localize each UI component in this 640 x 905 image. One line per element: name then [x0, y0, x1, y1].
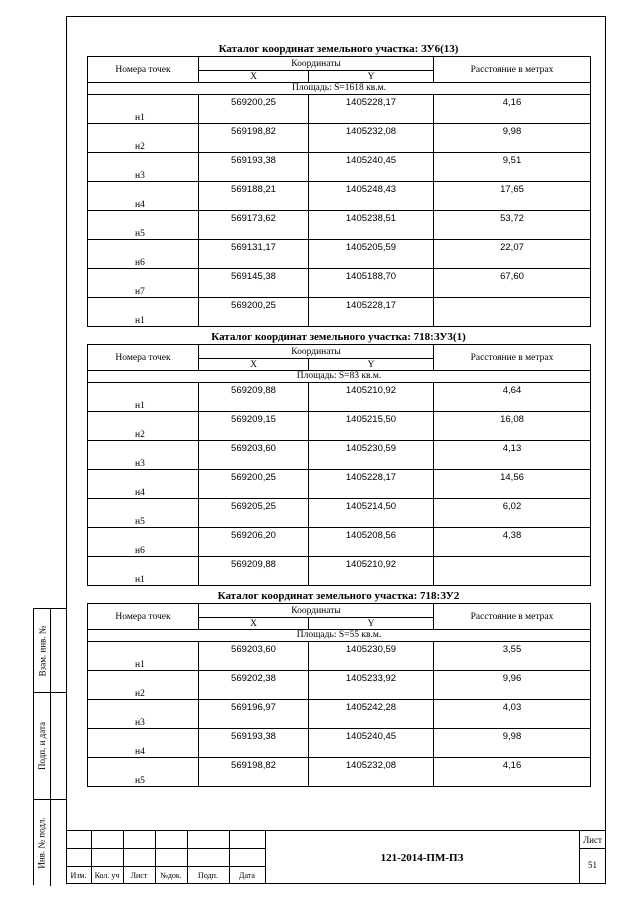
coord-x: 569196,97 [199, 700, 309, 729]
distance: 9,96 [434, 671, 591, 700]
coord-x: 569200,25 [199, 298, 309, 327]
header-points: Номера точек [88, 604, 199, 630]
coord-y: 1405230,59 [309, 441, 434, 470]
point-name: н4 [88, 182, 199, 211]
coord-x: 569206,20 [199, 528, 309, 557]
header-points: Номера точек [88, 57, 199, 83]
catalog-2 [87, 330, 590, 586]
coord-y: 1405248,43 [309, 182, 434, 211]
coord-y: 1405188,70 [309, 269, 434, 298]
coord-x: 569131,17 [199, 240, 309, 269]
distance: 17,65 [434, 182, 591, 211]
header-coords: Координаты [199, 604, 434, 618]
point-name: н3 [88, 700, 199, 729]
table-row [88, 240, 591, 269]
sheet-number: 51 [588, 860, 597, 870]
point-name: н4 [88, 470, 199, 499]
header-x: X [199, 359, 309, 371]
point-name: н1 [88, 383, 199, 412]
coord-x: 569200,25 [199, 470, 309, 499]
distance: 22,07 [434, 240, 591, 269]
table-row [88, 124, 591, 153]
header-y: Y [309, 359, 434, 371]
coord-x: 569203,60 [199, 441, 309, 470]
coordinates-table [87, 56, 591, 327]
catalog-title: Каталог координат земельного участка: 718:ЗУ2 [217, 590, 460, 602]
side-label-podp: Подп. и дата [37, 721, 47, 770]
point-name: н1 [88, 298, 199, 327]
coord-y: 1405205,59 [309, 240, 434, 269]
point-name: н1 [88, 95, 199, 124]
distance: 9,98 [434, 124, 591, 153]
distance: 6,02 [434, 499, 591, 528]
document-code: 121-2014-ПМ-ПЗ [380, 852, 464, 864]
point-name: н6 [88, 528, 199, 557]
distance: 4,03 [434, 700, 591, 729]
coord-x: 569188,21 [199, 182, 309, 211]
coord-x: 569209,88 [199, 383, 309, 412]
distance [434, 557, 591, 586]
stamp-col-data: Дата [239, 871, 255, 880]
coord-x: 569193,38 [199, 729, 309, 758]
table-row [88, 642, 591, 671]
table-row [88, 383, 591, 412]
catalog-3 [87, 589, 590, 787]
side-stamp [33, 608, 66, 885]
coord-x: 569205,25 [199, 499, 309, 528]
area-row: Площадь: S=1618 кв.м. [88, 83, 591, 95]
distance: 4,16 [434, 758, 591, 787]
point-name: н6 [88, 240, 199, 269]
table-row [88, 557, 591, 586]
header-x: X [199, 71, 309, 83]
distance: 4,64 [434, 383, 591, 412]
coord-y: 1405228,17 [309, 95, 434, 124]
coord-x: 569200,25 [199, 95, 309, 124]
coord-y: 1405230,59 [309, 642, 434, 671]
stamp-col-izm: Изм. [70, 871, 87, 880]
header-points: Номера точек [88, 345, 199, 371]
header-distance: Расстояние в метрах [434, 57, 591, 83]
coord-y: 1405210,92 [309, 383, 434, 412]
coord-x: 569145,38 [199, 269, 309, 298]
coord-x: 569198,82 [199, 124, 309, 153]
table-row [88, 528, 591, 557]
area-row: Площадь: S=55 кв.м. [88, 630, 591, 642]
table-row [88, 211, 591, 240]
point-name: н2 [88, 412, 199, 441]
coord-y: 1405208,56 [309, 528, 434, 557]
header-distance: Расстояние в метрах [434, 345, 591, 371]
table-row [88, 298, 591, 327]
stamp-col-kol: Кол. уч [94, 871, 120, 880]
header-coords: Координаты [199, 57, 434, 71]
table-row [88, 269, 591, 298]
stamp-col-list: Лист [130, 871, 148, 880]
distance: 9,51 [434, 153, 591, 182]
point-name: н3 [88, 153, 199, 182]
header-y: Y [309, 618, 434, 630]
distance: 3,55 [434, 642, 591, 671]
distance: 9,98 [434, 729, 591, 758]
coord-y: 1405214,50 [309, 499, 434, 528]
catalog-title: Каталог координат земельного участка: ЗУ6(13) [218, 43, 459, 55]
header-x: X [199, 618, 309, 630]
table-row [88, 153, 591, 182]
distance: 14,56 [434, 470, 591, 499]
distance: 53,72 [434, 211, 591, 240]
point-name: н1 [88, 642, 199, 671]
coord-y: 1405233,92 [309, 671, 434, 700]
stamp-col-ndok: №док. [160, 871, 182, 880]
table-row [88, 182, 591, 211]
coord-y: 1405238,51 [309, 211, 434, 240]
coord-y: 1405228,17 [309, 470, 434, 499]
table-row [88, 758, 591, 787]
area-row: Площадь: S=83 кв.м. [88, 371, 591, 383]
point-name: н7 [88, 269, 199, 298]
table-row [88, 412, 591, 441]
distance: 4,16 [434, 95, 591, 124]
coord-x: 569202,38 [199, 671, 309, 700]
coordinates-table [87, 603, 591, 787]
point-name: н2 [88, 124, 199, 153]
distance: 4,38 [434, 528, 591, 557]
catalog-title: Каталог координат земельного участка: 718:ЗУ3(1) [211, 331, 466, 343]
table-row [88, 441, 591, 470]
coordinates-table [87, 344, 591, 586]
point-name: н1 [88, 557, 199, 586]
coord-x: 569173,62 [199, 211, 309, 240]
table-row [88, 470, 591, 499]
distance: 67,60 [434, 269, 591, 298]
coord-x: 569198,82 [199, 758, 309, 787]
table-row [88, 95, 591, 124]
coord-x: 569203,60 [199, 642, 309, 671]
coord-y: 1405232,08 [309, 758, 434, 787]
side-label-vzam: Взам. инв. № [37, 625, 47, 676]
distance [434, 298, 591, 327]
header-coords: Координаты [199, 345, 434, 359]
distance: 4,13 [434, 441, 591, 470]
coord-y: 1405240,45 [309, 729, 434, 758]
coord-y: 1405232,08 [309, 124, 434, 153]
sheet-label: Лист [583, 835, 602, 845]
point-name: н3 [88, 441, 199, 470]
coord-y: 1405240,45 [309, 153, 434, 182]
title-block [66, 830, 606, 884]
table-row [88, 499, 591, 528]
point-name: н4 [88, 729, 199, 758]
coord-y: 1405242,28 [309, 700, 434, 729]
coord-x: 569193,38 [199, 153, 309, 182]
catalog-1 [87, 42, 590, 327]
point-name: н5 [88, 499, 199, 528]
table-row [88, 729, 591, 758]
table-row [88, 671, 591, 700]
header-y: Y [309, 71, 434, 83]
side-label-inv: Инв. № подл. [37, 816, 47, 869]
point-name: н5 [88, 211, 199, 240]
point-name: н2 [88, 671, 199, 700]
point-name: н5 [88, 758, 199, 787]
stamp-col-podp: Подп. [198, 871, 218, 880]
coord-x: 569209,15 [199, 412, 309, 441]
coord-x: 569209,88 [199, 557, 309, 586]
coord-y: 1405228,17 [309, 298, 434, 327]
coord-y: 1405210,92 [309, 557, 434, 586]
distance: 16,08 [434, 412, 591, 441]
coord-y: 1405215,50 [309, 412, 434, 441]
table-row [88, 700, 591, 729]
header-distance: Расстояние в метрах [434, 604, 591, 630]
